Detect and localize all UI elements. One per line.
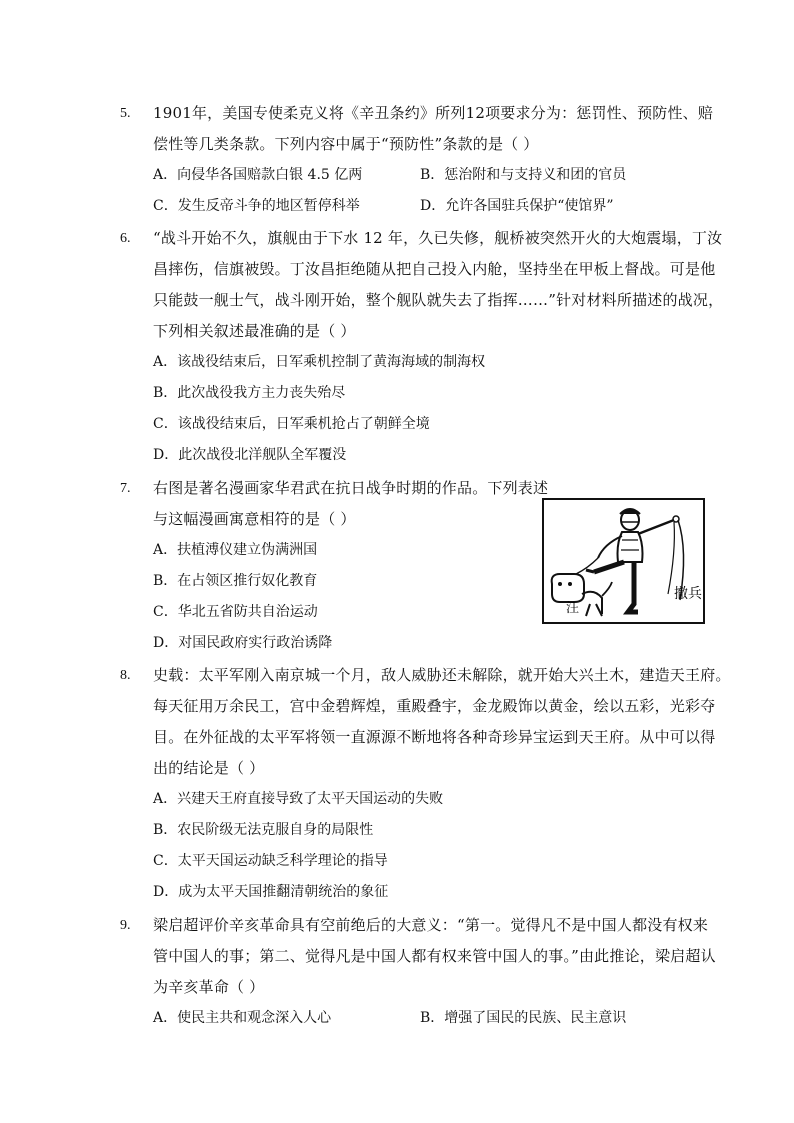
question-number: 7. bbox=[120, 481, 131, 496]
question-stem-line: 昌摔伤，信旗被毁。丁汝昌拒绝随从把自己投入内舱，坚持坐在甲板上督战。可是他 bbox=[153, 260, 716, 278]
question-number: 6. bbox=[120, 231, 131, 246]
question-stem-line: 出的结论是（ ） bbox=[153, 759, 265, 777]
option-d: D．对国民政府实行政治诱降 bbox=[153, 635, 333, 651]
question-stem-line: 管中国人的事；第二、觉得凡是中国人都有权来管中国人的事。”由此推论，梁启超认 bbox=[153, 947, 716, 965]
question-stem-line: 史载：太平军刚入南京城一个月，敌人威胁还未解除，就开始大兴土木，建造天王府。 bbox=[153, 666, 731, 684]
cartoon-label-withdraw: 撤兵 bbox=[674, 586, 702, 602]
question-number: 8. bbox=[120, 668, 131, 683]
question-stem-line: 偿性等几类条款。下列内容中属于“预防性”条款的是（ ） bbox=[153, 135, 539, 153]
question-stem-line: 与这幅漫画寓意相符的是（ ） bbox=[153, 510, 356, 528]
option-b: B．此次战役我方主力丧失殆尽 bbox=[153, 385, 346, 401]
cartoon-label-wang: 汪 bbox=[566, 601, 580, 616]
question-stem-line: “战斗开始不久，旗舰由于下水 12 年，久已失修，舰桥被突然开火的大炮震塌，丁汝 bbox=[153, 229, 723, 247]
option-c: C．太平天国运动缺乏科学理论的指导 bbox=[153, 853, 388, 869]
question-stem-line: 为辛亥革命（ ） bbox=[153, 978, 265, 996]
question-stem-line: 只能鼓一舰士气，战斗刚开始，整个舰队就失去了指挥……”针对材料所描述的战况， bbox=[153, 291, 724, 309]
option-d: D．成为太平天国推翻清朝统治的象征 bbox=[153, 884, 389, 900]
question-stem-line: 右图是著名漫画家华君武在抗日战争时期的作品。下列表述 bbox=[153, 479, 549, 497]
option-a: A．使民主共和观念深入人心 bbox=[153, 1010, 332, 1026]
option-c: C．发生反帝斗争的地区暂停科举 bbox=[153, 198, 360, 214]
option-d: D．此次战役北洋舰队全军覆没 bbox=[153, 447, 347, 463]
question-number: 5. bbox=[120, 106, 131, 121]
option-b: B．惩治附和与支持义和团的官员 bbox=[420, 167, 627, 183]
question-stem-line: 1901年，美国专使柔克义将《辛丑条约》所列12项要求分为：惩罚性、预防性、赔 bbox=[153, 104, 714, 122]
cartoon-drawing bbox=[544, 500, 703, 622]
option-c: C．该战役结束后，日军乘机抢占了朝鲜全境 bbox=[153, 416, 430, 432]
question-number: 9. bbox=[120, 918, 131, 933]
option-a: A．向侵华各国赔款白银 4.5 亿两 bbox=[153, 167, 363, 183]
cartoon-image bbox=[542, 498, 705, 624]
option-a: A．兴建天王府直接导致了太平天国运动的失败 bbox=[153, 791, 444, 807]
question-stem-line: 下列相关叙述最准确的是（ ） bbox=[153, 322, 356, 340]
option-b: B．增强了国民的民族、民主意识 bbox=[420, 1010, 627, 1026]
question-stem-line: 目。在外征战的太平军将领一直源源不断地将各种奇珍异宝运到天王府。从中可以得 bbox=[153, 728, 716, 746]
option-b: B．在占领区推行奴化教育 bbox=[153, 573, 318, 589]
option-a: A．该战役结束后，日军乘机控制了黄海海域的制海权 bbox=[153, 354, 486, 370]
question-stem-line: 每天征用万余民工，宫中金碧辉煌，重殿叠宇，金龙殿饰以黄金，绘以五彩，光彩夺 bbox=[153, 697, 716, 715]
option-a: A．扶植溥仪建立伪满洲国 bbox=[153, 542, 318, 558]
option-c: C．华北五省防共自治运动 bbox=[153, 604, 318, 620]
option-b: B．农民阶级无法克服自身的局限性 bbox=[153, 822, 374, 838]
option-d: D．允许各国驻兵保护“使馆界” bbox=[420, 198, 614, 214]
question-stem-line: 梁启超评价辛亥革命具有空前绝后的大意义：“第一。觉得凡不是中国人都没有权来 bbox=[153, 916, 709, 934]
